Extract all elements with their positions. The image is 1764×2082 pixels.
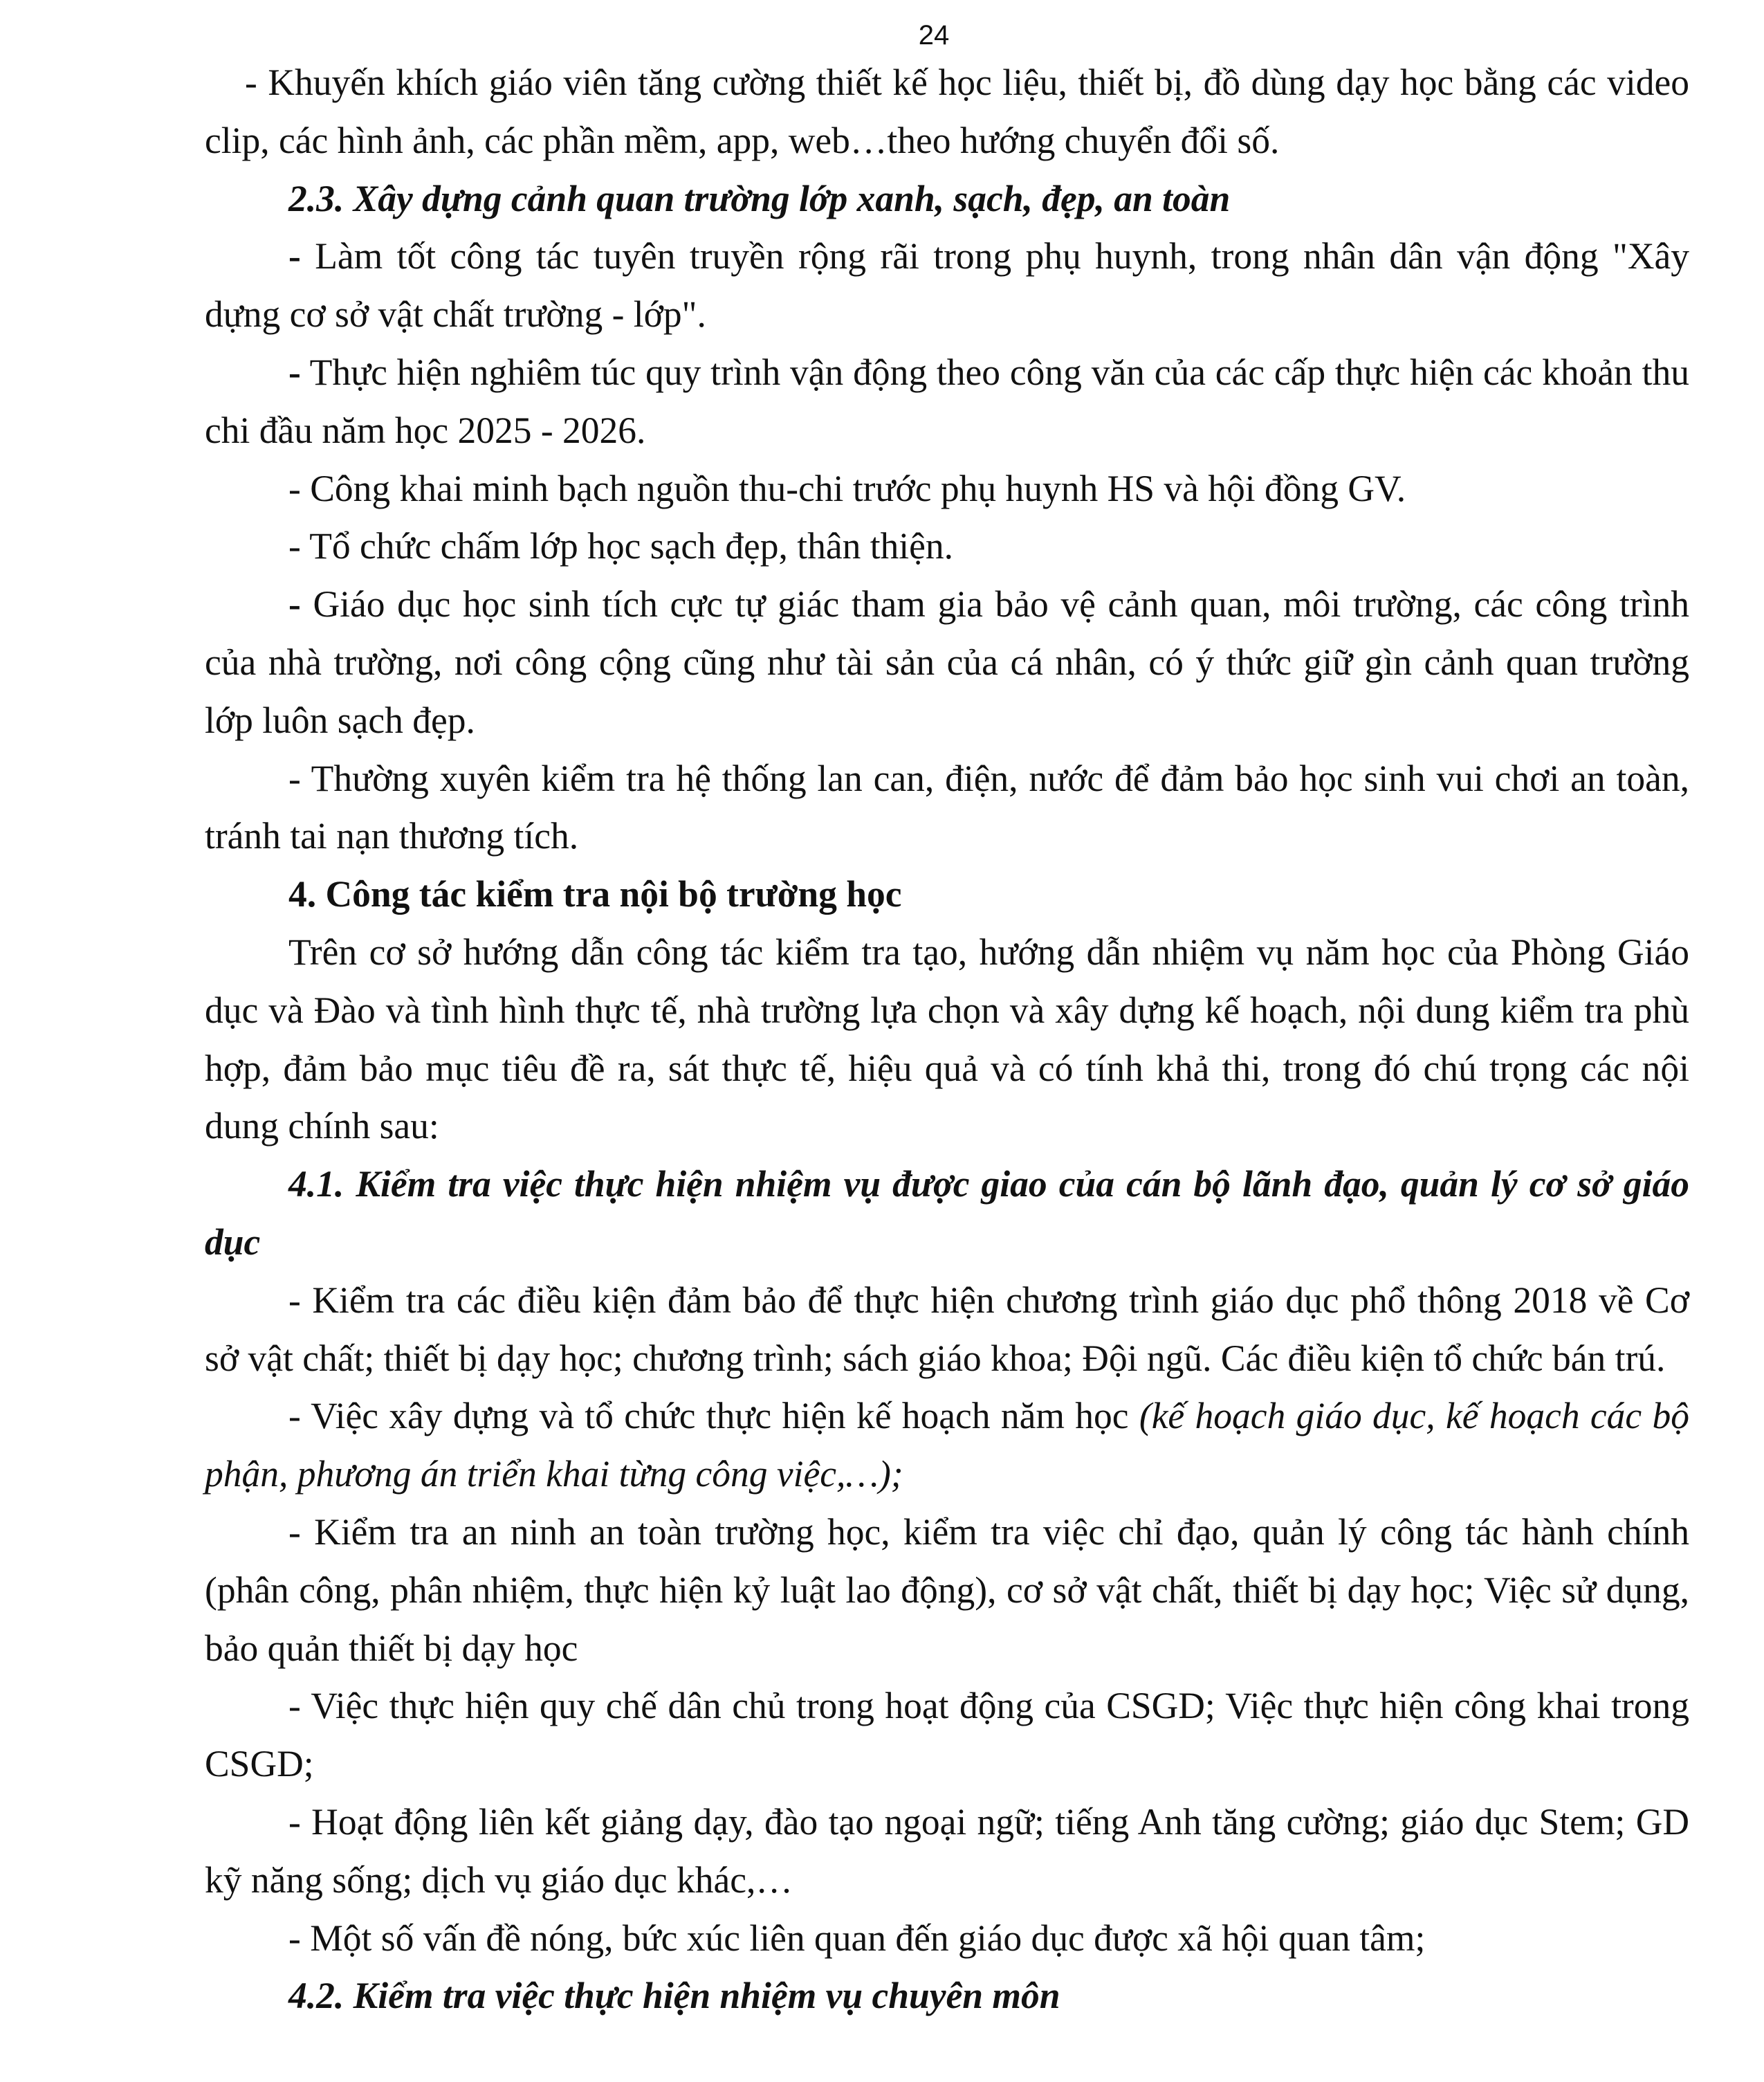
paragraph-democracy: - Việc thực hiện quy chế dân chủ trong hoạt động của CSGD; Việc thực hiện công khai trong CSGD; (205, 1685, 1689, 1785)
page-body (205, 54, 1689, 2025)
page-number: 24 (918, 20, 950, 51)
paragraph-text: Làm tốt công tác tuyên truyền rộng rãi trong phụ huynh, trong nhân dân vận động "Xây dựng cơ sở vật chất trường - lớp". (205, 235, 1689, 336)
bullet-dash: - (288, 583, 301, 625)
paragraph-safety-check: - Thường xuyên kiểm tra hệ thống lan can, điện, nước để đảm bảo học sinh vui chơi an toàn, tránh tai nạn thương tích. (205, 757, 1689, 857)
paragraph-inspection-intro: Trên cơ sở hướng dẫn công tác kiểm tra tạo, hướng dẫn nhiệm vụ năm học của Phòng Giáo dục và Đào và tình hình thực tế, nhà trường lựa chọn và xây dựng kế hoạch, nội dung kiểm tra phù hợp, đảm bảo mục tiêu đề ra, sát thực tế, hiệu quả và có tính khả thi, trong đó chú trọng các nội dung chính sau: (205, 931, 1689, 1147)
paragraph-transparency: - Công khai minh bạch nguồn thu-chi trước phụ huynh HS và hội đồng GV. (288, 467, 1406, 509)
paragraph-text: Giáo dục học sinh tích cực tự giác tham gia bảo vệ cảnh quan, môi trường, các công trình của nhà trường, nơi công cộng cũng như tài sản của cá nhân, có ý thức giữ gìn cảnh quan trường lớp luôn sạch đẹp. (205, 583, 1689, 741)
bullet-dash: - (288, 235, 301, 277)
heading-4-1: 4.1. Kiểm tra việc thực hiện nhiệm vụ được giao của cán bộ lãnh đạo, quản lý cơ sở giáo dục (205, 1163, 1689, 1263)
heading-2-3: 2.3. Xây dựng cảnh quan trường lớp xanh, sạch, đẹp, an toàn (288, 177, 1231, 219)
paragraph-digital-materials: - Khuyến khích giáo viên tăng cường thiết kế học liệu, thiết bị, đồ dùng dạy học bằng các video clip, các hình ảnh, các phần mềm, app, web…theo hướng chuyển đổi số. (205, 62, 1689, 161)
paragraph-propaganda (205, 228, 1689, 344)
paragraph-partnerships: - Hoạt động liên kết giảng dạy, đào tạo ngoại ngữ; tiếng Anh tăng cường; giáo dục Stem; GD kỹ năng sống; dịch vụ giáo dục khác,… (205, 1800, 1689, 1901)
paragraph-security-check: - Kiểm tra an ninh an toàn trường học, kiểm tra việc chỉ đạo, quản lý công tác hành chính (phân công, phân nhiệm, thực hiện kỷ luật lao động), cơ sở vật chất, thiết bị dạy học; Việc sử dụng, bảo quản thiết bị dạy học (205, 1510, 1689, 1669)
paragraph-fees-procedure (205, 344, 1689, 460)
paragraph-text: - Việc xây dựng và tổ chức thực hiện kế hoạch năm học (288, 1395, 1139, 1437)
paragraph-hot-issues: - Một số vấn đề nóng, bức xúc liên quan đến giáo dục được xã hội quan tâm; (288, 1917, 1426, 1959)
paragraph-clean-classroom: - Tổ chức chấm lớp học sạch đẹp, thân thiện. (288, 525, 954, 567)
heading-4: 4. Công tác kiểm tra nội bộ trường học (288, 873, 902, 915)
paragraph-annual-plan (205, 1387, 1689, 1504)
paragraph-italic-text: (kế hoạch giáo dục, kế hoạch các bộ phận, phương án triển khai từng công việc,…); (205, 1395, 1689, 1495)
paragraph-conditions-check: - Kiểm tra các điều kiện đảm bảo để thực hiện chương trình giáo dục phổ thông 2018 về Cơ sở vật chất; thiết bị dạy học; chương trình; sách giáo khoa; Đội ngũ. Các điều kiện tổ chức bán trú. (205, 1279, 1689, 1379)
bullet-dash: - (288, 351, 301, 393)
heading-4-2: 4.2. Kiểm tra việc thực hiện nhiệm vụ chuyên môn (288, 1975, 1060, 2017)
paragraph-text: Thực hiện nghiêm túc quy trình vận động theo công văn của các cấp thực hiện các khoản thu chi đầu năm học 2025 - 2026. (205, 351, 1689, 451)
paragraph-student-education (205, 576, 1689, 749)
